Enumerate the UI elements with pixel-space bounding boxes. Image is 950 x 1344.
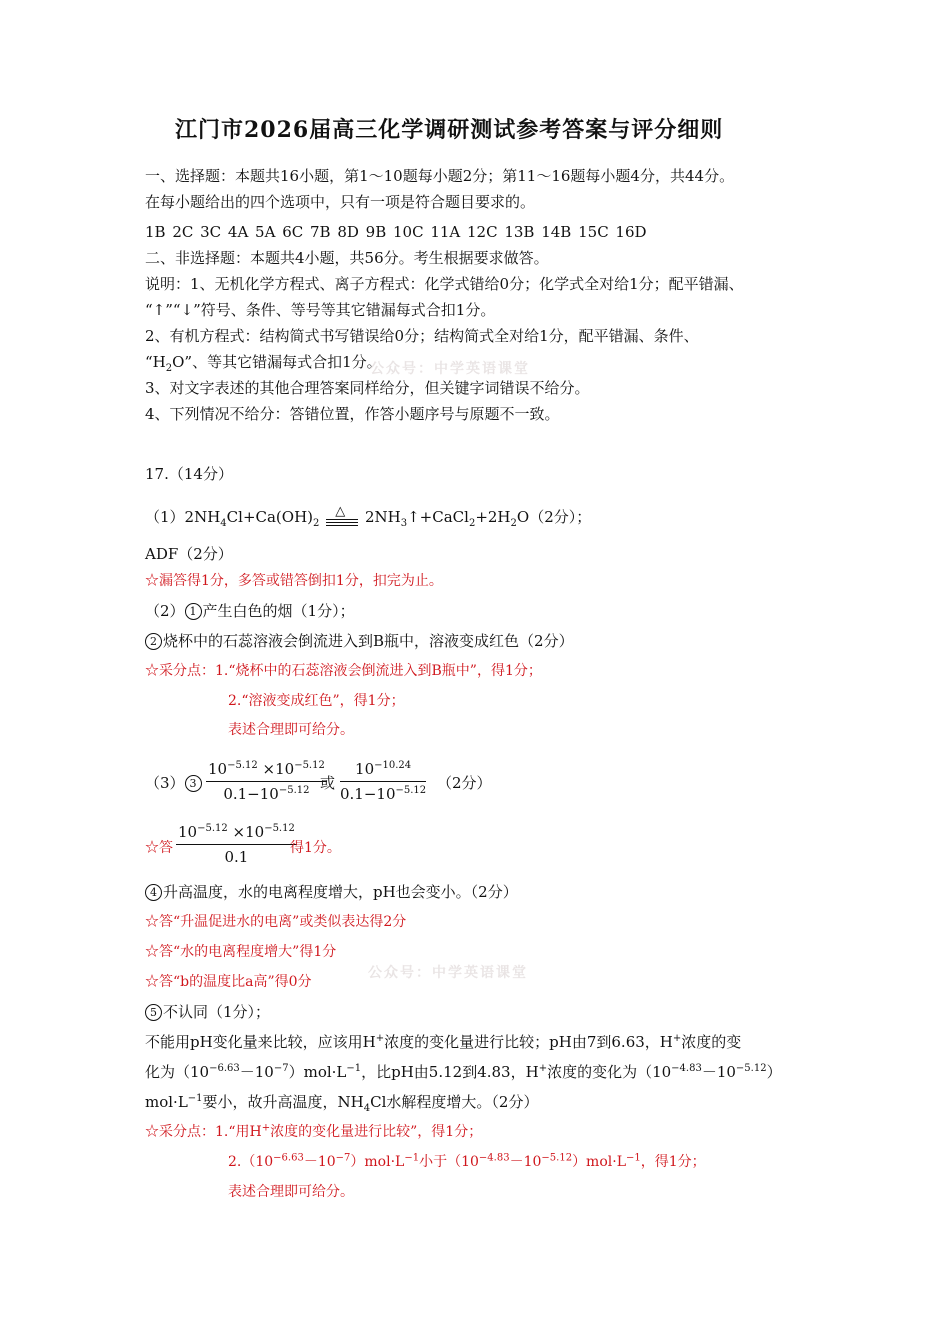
q17-part4-note3: ☆答“b的温度比a高”得0分 bbox=[145, 974, 312, 990]
fraction-2: $\frac{10^{-10.24}}{0.1-10^{-5.12}}$ bbox=[340, 760, 427, 803]
q17-part5-note1: ☆采分点：1.“用H+浓度的变化量进行比较”，得1分； bbox=[145, 1122, 483, 1140]
document-title: 江门市2026届高三化学调研测试参考答案与评分细则 bbox=[175, 117, 724, 143]
q17-part5-note2: $2.(10^{-6.63}-10^{-7})mol\cdot L^{-1}$小于$(10^{-4.83}-10^{-5.12})mol\cdot L^{-1}$，得1分； bbox=[228, 1152, 706, 1170]
note-2b: “$H_2O$”、等其它错漏每式合扣1分。 bbox=[145, 353, 382, 374]
q17-answer-label: ☆答 bbox=[145, 840, 173, 856]
note-3: 3、对文字表述的其他合理答案同样给分，但关键字词错误不给分。 bbox=[145, 379, 590, 397]
note-4: 4、下列情况不给分：答错位置，作答小题序号与原题不一致。 bbox=[145, 405, 560, 423]
note-1b: “↑”“↓”符号、条件、等号等其它错漏每式合扣1分。 bbox=[145, 301, 496, 319]
q17-part5-line3: $mol\cdot L^{-1}$要小，故升高温度，$NH_4Cl$水解程度增大。（2分） bbox=[145, 1093, 539, 1114]
q17-part2-note2: 2.“溶液变成红色”，得1分； bbox=[228, 693, 405, 709]
note-1a: 说明：1、无机化学方程式、离子方程式：化学式错给0分；化学式全对给1分；配平错漏、 bbox=[145, 275, 744, 293]
note-2a: 2、有机方程式：结构简式书写错误给0分；结构简式全对给1分，配平错漏、条件、 bbox=[145, 327, 699, 345]
q17-part5-line1: 不能用pH变化量来比较，应该用H+浓度的变化量进行比较；pH由7到6.63，H+浓度的变 bbox=[145, 1033, 742, 1051]
choice-answers: 1B 2C 3C 4A 5A 6C 7B 8D 9B 10C 11A 12C 13B 14B 15C 16D bbox=[145, 223, 647, 241]
q17-answer-score: 得1分。 bbox=[290, 840, 341, 856]
q17-part2-a: （2） 1 产生白色的烟（1分）； bbox=[145, 602, 355, 620]
q17-part3-label: （3） 3 bbox=[145, 773, 203, 793]
heating-equals-sign: △ bbox=[324, 506, 360, 526]
q17-part2-b: 2 烧杯中的石蕊溶液会倒流进入到B瓶中，溶液变成红色（2分） bbox=[145, 631, 574, 651]
section-one-line2: 在每小题给出的四个选项中，只有一项是符合题目要求的。 bbox=[145, 193, 536, 211]
q17-part4-note2: ☆答“水的电离程度增大”得1分 bbox=[145, 944, 337, 960]
fraction-3: $\frac{10^{-5.12} \times 10^{-5.12}}{0.1}$ bbox=[178, 823, 295, 866]
q17-part4-note1: ☆答“升温促进水的电离”或类似表达得2分 bbox=[145, 914, 407, 930]
section-one-line1: 一、选择题：本题共16小题，第1～10题每小题2分；第11～16题每小题4分，共44分。 bbox=[145, 167, 735, 185]
q17-part2-note3: 表述合理即可给分。 bbox=[228, 722, 354, 738]
q17-equation: $(1)2NH_4Cl+Ca(OH)_2$ △ $2NH_3↑+CaCl_2+2H_2O(2$分）； bbox=[145, 504, 592, 529]
q17-part4: 4 升高温度，水的电离程度增大，pH也会变小。（2分） bbox=[145, 882, 518, 902]
q17-header: 17.（14分） bbox=[145, 465, 233, 483]
q17-part5: 5 不认同（1分）； bbox=[145, 1002, 270, 1022]
q17-part2-note1: ☆采分点：1.“烧杯中的石蕊溶液会倒流进入到B瓶中”，得1分； bbox=[145, 663, 542, 679]
watermark-2: 公众号：中学英语课堂 bbox=[368, 965, 528, 981]
q17-adf-note: ☆漏答得1分，多答或错答倒扣1分，扣完为止。 bbox=[145, 573, 443, 589]
q17-part5-note3: 表述合理即可给分。 bbox=[228, 1184, 354, 1200]
q17-part5-line2: 化为$(10^{-6.63}-10^{-7})mol\cdot L^{-1}$，比pH由5.12到4.83，H+浓度的变化为$(10^{-4.83}-10^{-5.12})$ bbox=[145, 1063, 782, 1081]
fraction-1: $\frac{10^{-5.12} \times 10^{-5.12}}{0.1-10^{-5.12}}$ bbox=[208, 760, 325, 803]
watermark: 公众号：中学英语课堂 bbox=[370, 361, 530, 377]
or-text: 或 bbox=[320, 774, 336, 792]
q17-part3-score: （2分） bbox=[437, 774, 492, 792]
section-two-line1: 二、非选择题：本题共4小题，共56分。考生根据要求做答。 bbox=[145, 249, 549, 267]
q17-adf: ADF（2分） bbox=[145, 545, 233, 563]
